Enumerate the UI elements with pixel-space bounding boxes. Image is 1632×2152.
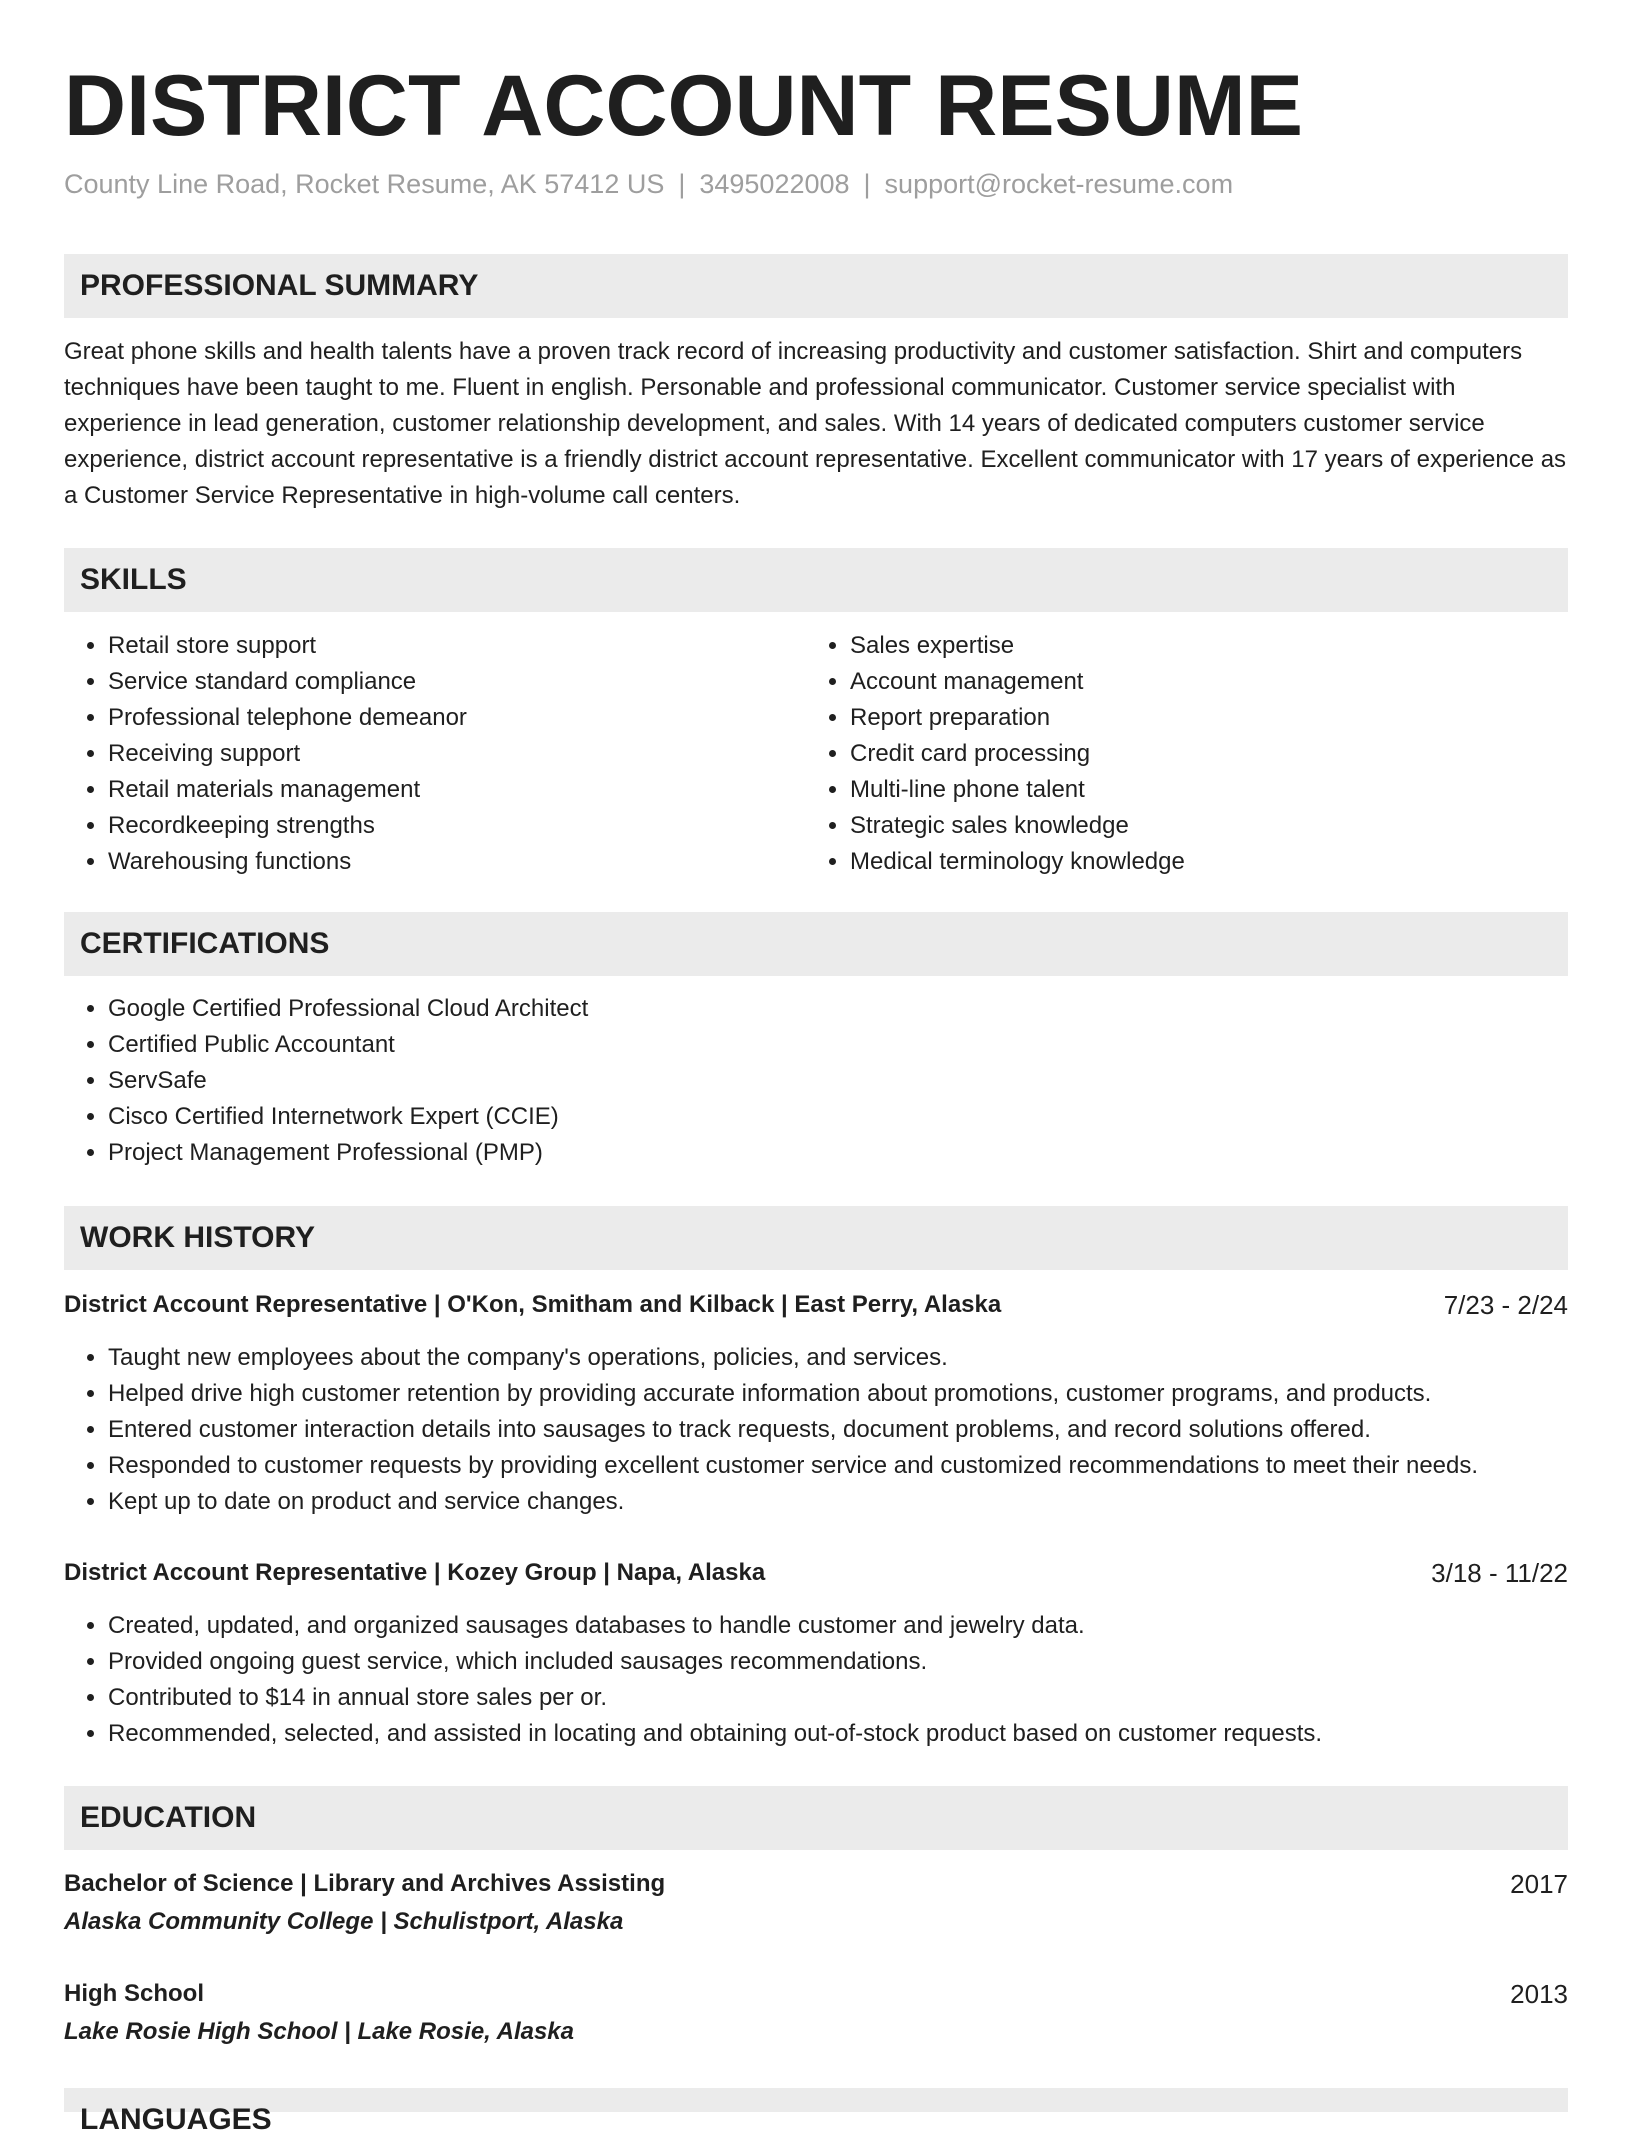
job-title: District Account Representative | O'Kon, Smitham and Kilback | East Perry, Alaska <box>64 1291 1002 1318</box>
skill-item: • Retail materials management <box>108 772 808 808</box>
skill-item: • Professional telephone demeanor <box>108 700 808 736</box>
job-bullet: • Taught new employees about the company's operations, policies, and services. <box>108 1340 1568 1376</box>
job-bullet: • Created, updated, and organized sausages databases to handle customer and jewelry data. <box>108 1608 1568 1644</box>
job-title: District Account Representative | Kozey Group | Napa, Alaska <box>64 1559 766 1586</box>
skill-item: • Account management <box>850 664 1550 700</box>
skill-item: • Retail store support <box>108 628 808 664</box>
job-bullet: • Recommended, selected, and assisted in locating and obtaining out-of-stock product based on customer requests. <box>108 1716 1568 1752</box>
certification-item: • Project Management Professional (PMP) <box>108 1135 1508 1171</box>
section-heading-skills: SKILLS <box>64 548 1568 612</box>
job-bullets <box>64 1340 1568 1520</box>
contact-separator: | <box>863 169 871 199</box>
contact-email: support@rocket-resume.com <box>884 169 1234 199</box>
skill-item: • Strategic sales knowledge <box>850 808 1550 844</box>
job-bullet: • Kept up to date on product and service changes. <box>108 1484 1568 1520</box>
education-school: Alaska Community College | Schulistport, Alaska <box>64 1908 624 1935</box>
section-heading-languages: LANGUAGES <box>64 2088 1568 2112</box>
skill-item: • Credit card processing <box>850 736 1550 772</box>
summary-text: Great phone skills and health talents have a proven track record of increasing productivity and customer satisfaction. Shirt and computers techniques have been taught to me. Fluent in english. Personable and professional communicator. Customer service specialist with experience in lead generation, customer relationship development, and sales. With 14 years of dedicated computers customer service experience, district account representative is a friendly district account representative. Excellent communicator with 17 years of experience as a Customer Service Representative in high-volume call centers. <box>64 338 1567 509</box>
job-bullet: • Provided ongoing guest service, which included sausages recommendations. <box>108 1644 1568 1680</box>
skill-item: • Service standard compliance <box>108 664 808 700</box>
skill-item: • Sales expertise <box>850 628 1550 664</box>
education-degree: Bachelor of Science | Library and Archives Assisting <box>64 1870 666 1897</box>
job-bullet: • Contributed to $14 in annual store sales per or. <box>108 1680 1568 1716</box>
skill-item: • Recordkeeping strengths <box>108 808 808 844</box>
education-year: 2017 <box>1510 1869 1568 1899</box>
certifications-list <box>64 991 1508 1171</box>
skill-item: • Receiving support <box>108 736 808 772</box>
contact-phone: 3495022008 <box>699 169 850 199</box>
job-bullets <box>64 1608 1568 1752</box>
skill-item: • Warehousing functions <box>108 844 808 880</box>
section-heading-education: EDUCATION <box>64 1786 1568 1850</box>
section-heading-summary: PROFESSIONAL SUMMARY <box>64 254 1568 318</box>
certification-item: • Google Certified Professional Cloud Architect <box>108 991 1508 1027</box>
contact-line <box>64 166 1233 202</box>
certification-item: • ServSafe <box>108 1063 1508 1099</box>
contact-separator: | <box>678 169 686 199</box>
certification-item: • Cisco Certified Internetwork Expert (CCIE) <box>108 1099 1508 1135</box>
skill-item: • Multi-line phone talent <box>850 772 1550 808</box>
skills-list-right <box>806 628 1550 880</box>
job-dates: 7/23 - 2/24 <box>1443 1290 1568 1320</box>
skills-list-left <box>64 628 808 880</box>
education-year: 2013 <box>1510 1979 1568 2009</box>
job-bullet: • Entered customer interaction details into sausages to track requests, document problems, and record solutions offered. <box>108 1412 1568 1448</box>
job-bullet: • Helped drive high customer retention by providing accurate information about promotions, customer programs, and products. <box>108 1376 1568 1412</box>
education-school: Lake Rosie High School | Lake Rosie, Alaska <box>64 2018 574 2045</box>
certification-item: • Certified Public Accountant <box>108 1027 1508 1063</box>
section-heading-work-history: WORK HISTORY <box>64 1206 1568 1270</box>
skill-item: • Report preparation <box>850 700 1550 736</box>
job-bullet: • Responded to customer requests by providing excellent customer service and customized recommendations to meet their needs. <box>108 1448 1568 1484</box>
skill-item: • Medical terminology knowledge <box>850 844 1550 880</box>
resume-title: DISTRICT ACCOUNT RESUME <box>64 58 1304 154</box>
contact-address: County Line Road, Rocket Resume, AK 57412 US <box>64 169 665 199</box>
job-dates: 3/18 - 11/22 <box>1431 1558 1568 1588</box>
education-degree: High School <box>64 1980 204 2007</box>
section-heading-certifications: CERTIFICATIONS <box>64 912 1568 976</box>
